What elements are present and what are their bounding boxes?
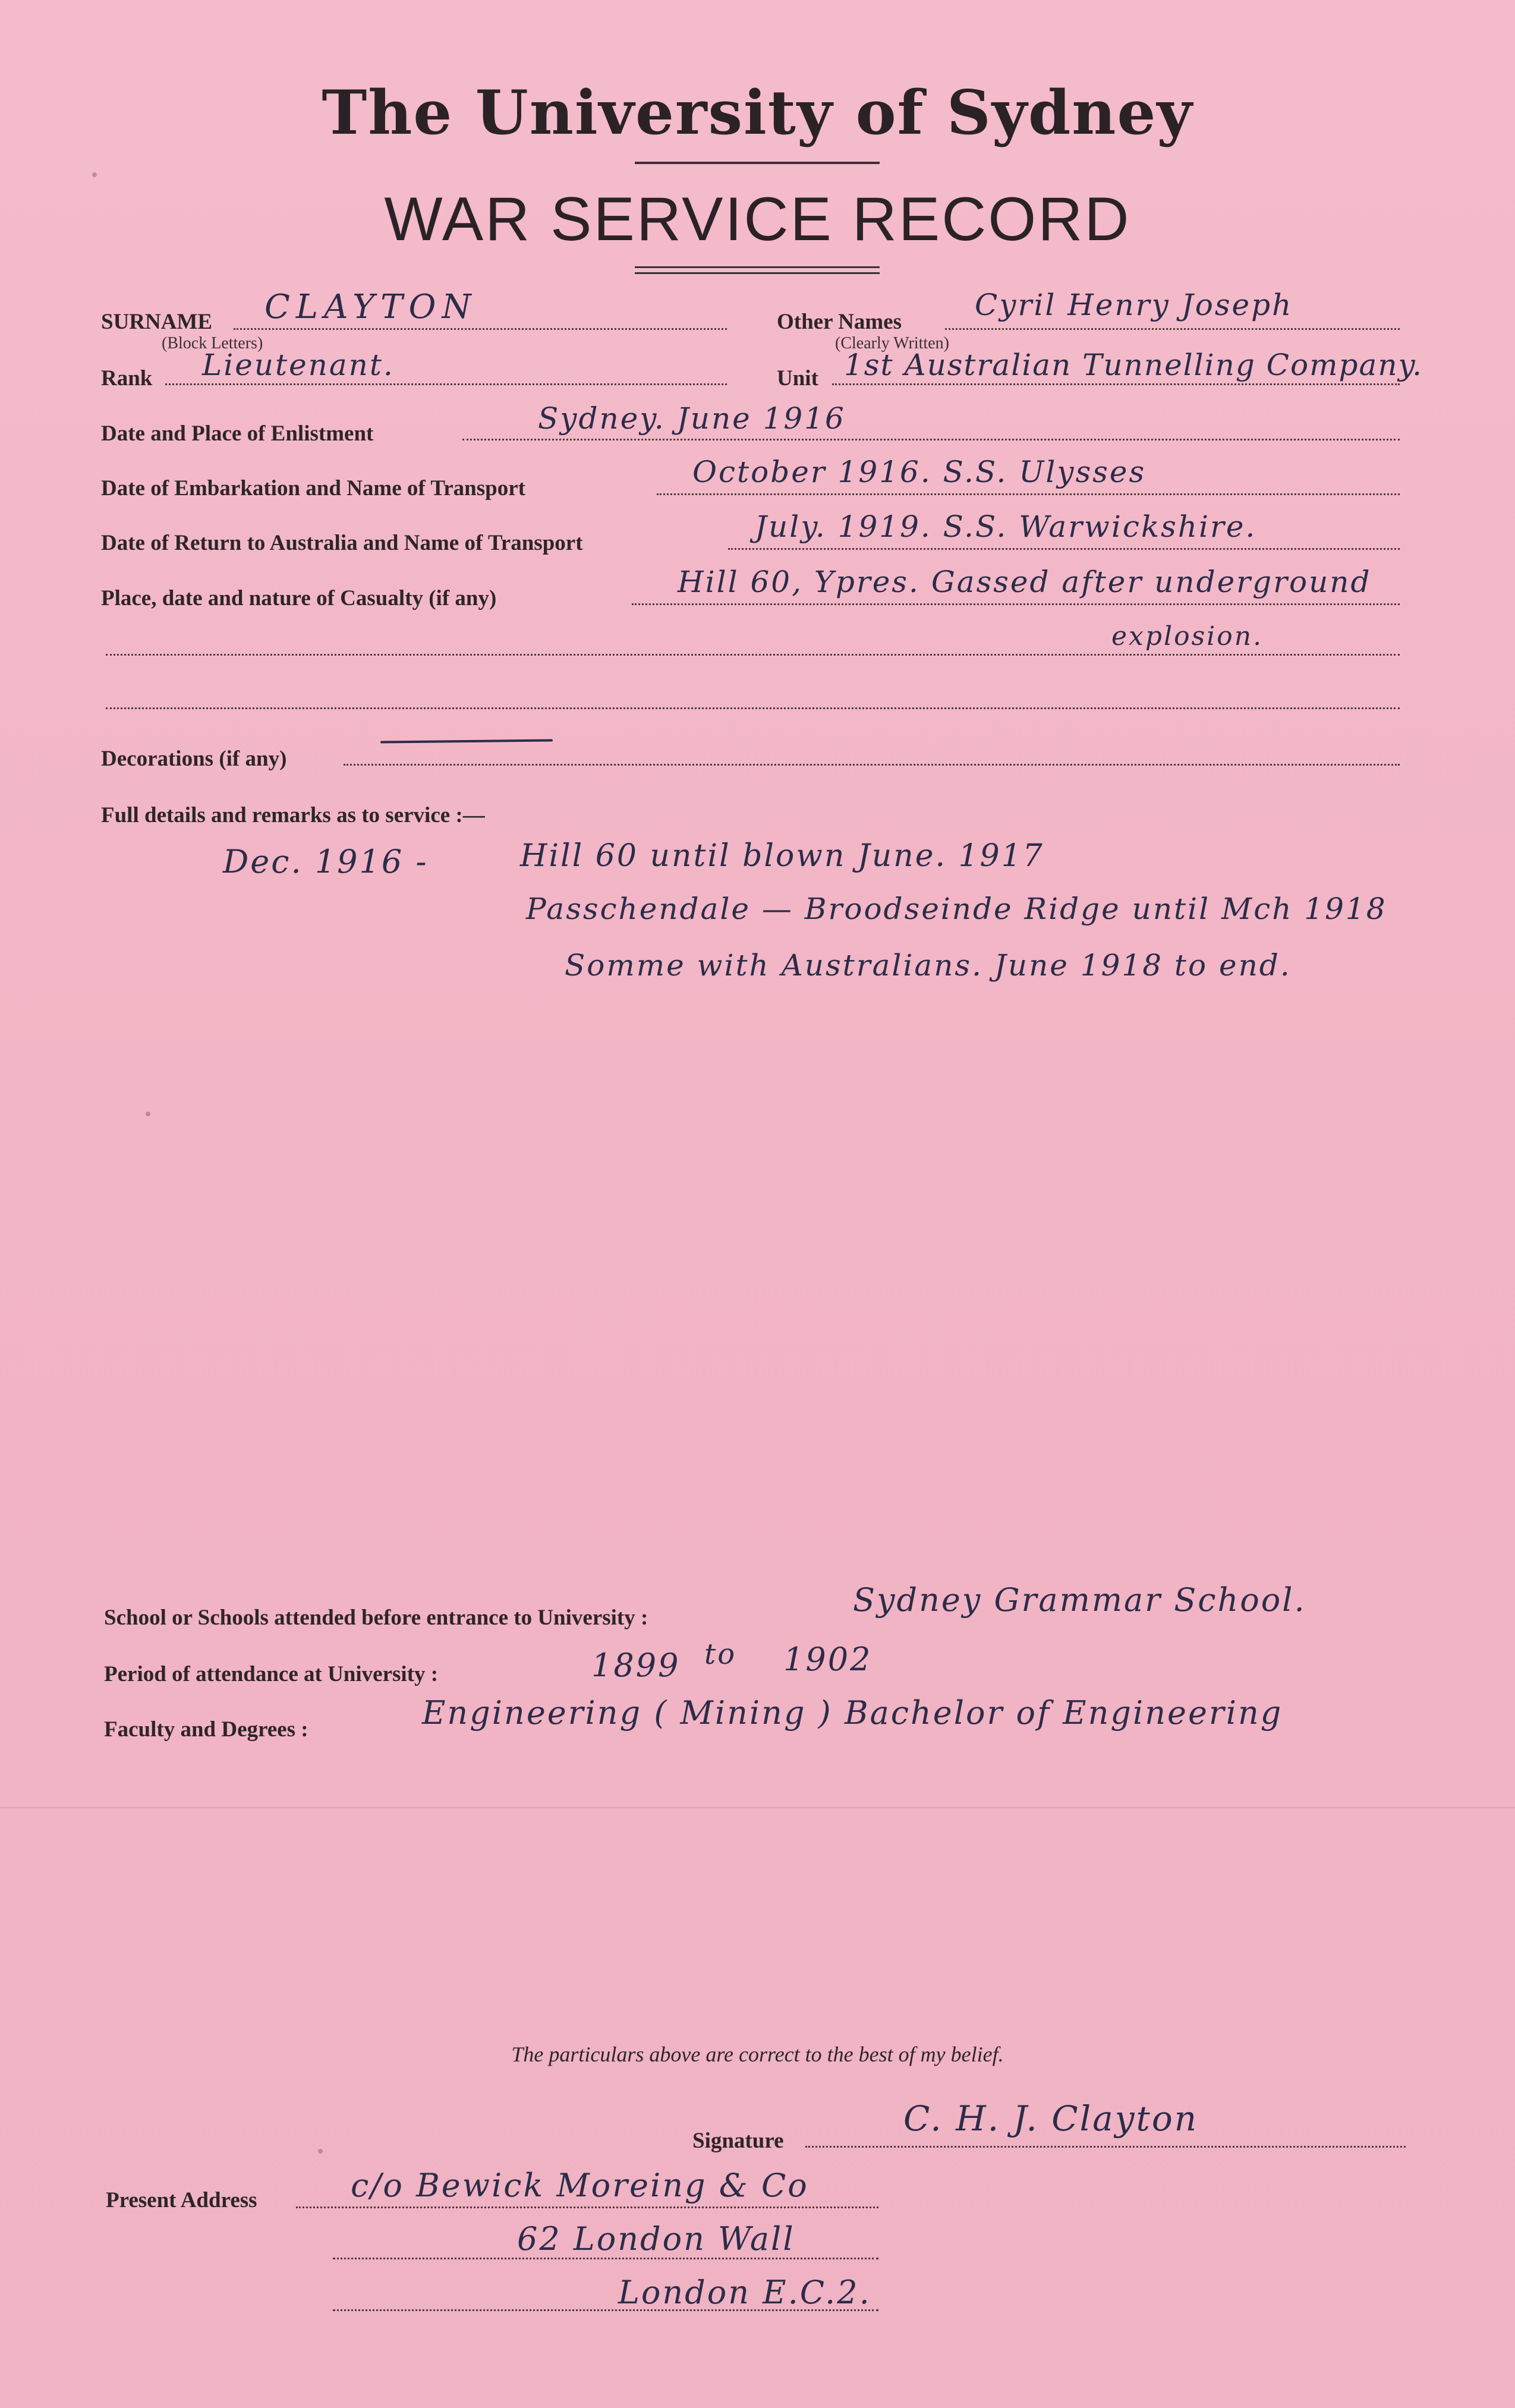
return-value: July. 1919. S.S. Warwickshire. — [755, 509, 1257, 544]
rank-value: Lieutenant. — [202, 348, 395, 382]
surname-label: SURNAME — [101, 310, 213, 334]
address-value-line-1: c/o Bewick Moreing & Co — [351, 2167, 809, 2204]
other-names-hint: (Clearly Written) — [835, 334, 949, 352]
university-title: The University of Sydney — [322, 77, 1193, 149]
casualty-line-1 — [632, 603, 1400, 605]
paper-fold-line — [0, 1807, 1515, 1808]
unit-line — [832, 383, 1400, 385]
embarkation-value: October 1916. S.S. Ulysses — [692, 455, 1147, 489]
attendance-from: 1899 — [591, 1647, 681, 1684]
enlistment-line — [462, 439, 1400, 440]
attendance-label: Period of attendance at University : — [104, 1662, 439, 1686]
casualty-line-2 — [106, 654, 1400, 656]
casualty-label: Place, date and nature of Casualty (if any) — [101, 586, 497, 610]
signature-line — [805, 2146, 1406, 2148]
address-value-line-3: London E.C.2. — [618, 2274, 871, 2311]
title-rule-bottom-1 — [635, 266, 880, 268]
school-value: Sydney Grammar School. — [853, 1581, 1306, 1619]
attendance-to-word: to — [704, 1638, 737, 1671]
title-rule-bottom-2 — [635, 272, 880, 274]
remarks-line-1: Hill 60 until blown June. 1917 — [520, 838, 1044, 874]
other-names-label: Other Names — [777, 310, 902, 334]
signature-label: Signature — [692, 2129, 784, 2153]
unit-value: 1st Australian Tunnelling Company. — [844, 348, 1423, 382]
title-rule-top — [635, 162, 880, 164]
embarkation-label: Date of Embarkation and Name of Transport — [101, 476, 525, 501]
surname-value: CLAYTON — [264, 288, 477, 326]
decorations-label: Decorations (if any) — [101, 747, 287, 771]
unit-label: Unit — [777, 366, 818, 391]
attendance-to: 1902 — [783, 1641, 873, 1678]
rank-line — [165, 383, 727, 385]
rank-label: Rank — [101, 366, 153, 391]
remarks-date-1: Dec. 1916 - — [223, 843, 429, 880]
other-names-value: Cyril Henry Joseph — [975, 288, 1293, 322]
certification-statement: The particulars above are correct to the best of my belief. — [511, 2042, 1004, 2066]
decorations-line — [344, 764, 1400, 766]
enlistment-label: Date and Place of Enlistment — [101, 421, 374, 446]
enlistment-value: Sydney. June 1916 — [538, 401, 846, 436]
address-line-1 — [296, 2206, 878, 2208]
faculty-value: Engineering ( Mining ) Bachelor of Engineering — [422, 1694, 1283, 1732]
paper-speck — [92, 172, 97, 177]
decorations-dash — [380, 739, 553, 743]
paper-speck — [318, 2149, 323, 2154]
signature-value: C. H. J. Clayton — [903, 2098, 1199, 2139]
casualty-value-line-2: explosion. — [1111, 621, 1264, 651]
paper-speck — [146, 1112, 150, 1116]
faculty-label: Faculty and Degrees : — [104, 1717, 308, 1742]
other-names-line — [945, 328, 1400, 330]
return-line — [728, 548, 1400, 550]
remarks-line-2: Passchendale — Broodseinde Ridge until Mch 1918 — [526, 892, 1387, 926]
present-address-label: Present Address — [106, 2188, 257, 2212]
return-label: Date of Return to Australia and Name of Transport — [101, 531, 583, 555]
remarks-label: Full details and remarks as to service :— — [101, 803, 485, 827]
casualty-value-line-1: Hill 60, Ypres. Gassed after underground — [678, 565, 1372, 599]
school-label: School or Schools attended before entrance to University : — [104, 1606, 648, 1630]
casualty-line-3 — [106, 707, 1400, 709]
address-value-line-2: 62 London Wall — [517, 2220, 795, 2258]
remarks-line-3: Somme with Australians. June 1918 to end. — [565, 948, 1292, 983]
surname-line — [234, 328, 727, 330]
embarkation-line — [657, 493, 1400, 495]
surname-hint: (Block Letters) — [162, 334, 263, 352]
address-line-2 — [333, 2258, 878, 2259]
form-title: WAR SERVICE RECORD — [384, 185, 1131, 254]
